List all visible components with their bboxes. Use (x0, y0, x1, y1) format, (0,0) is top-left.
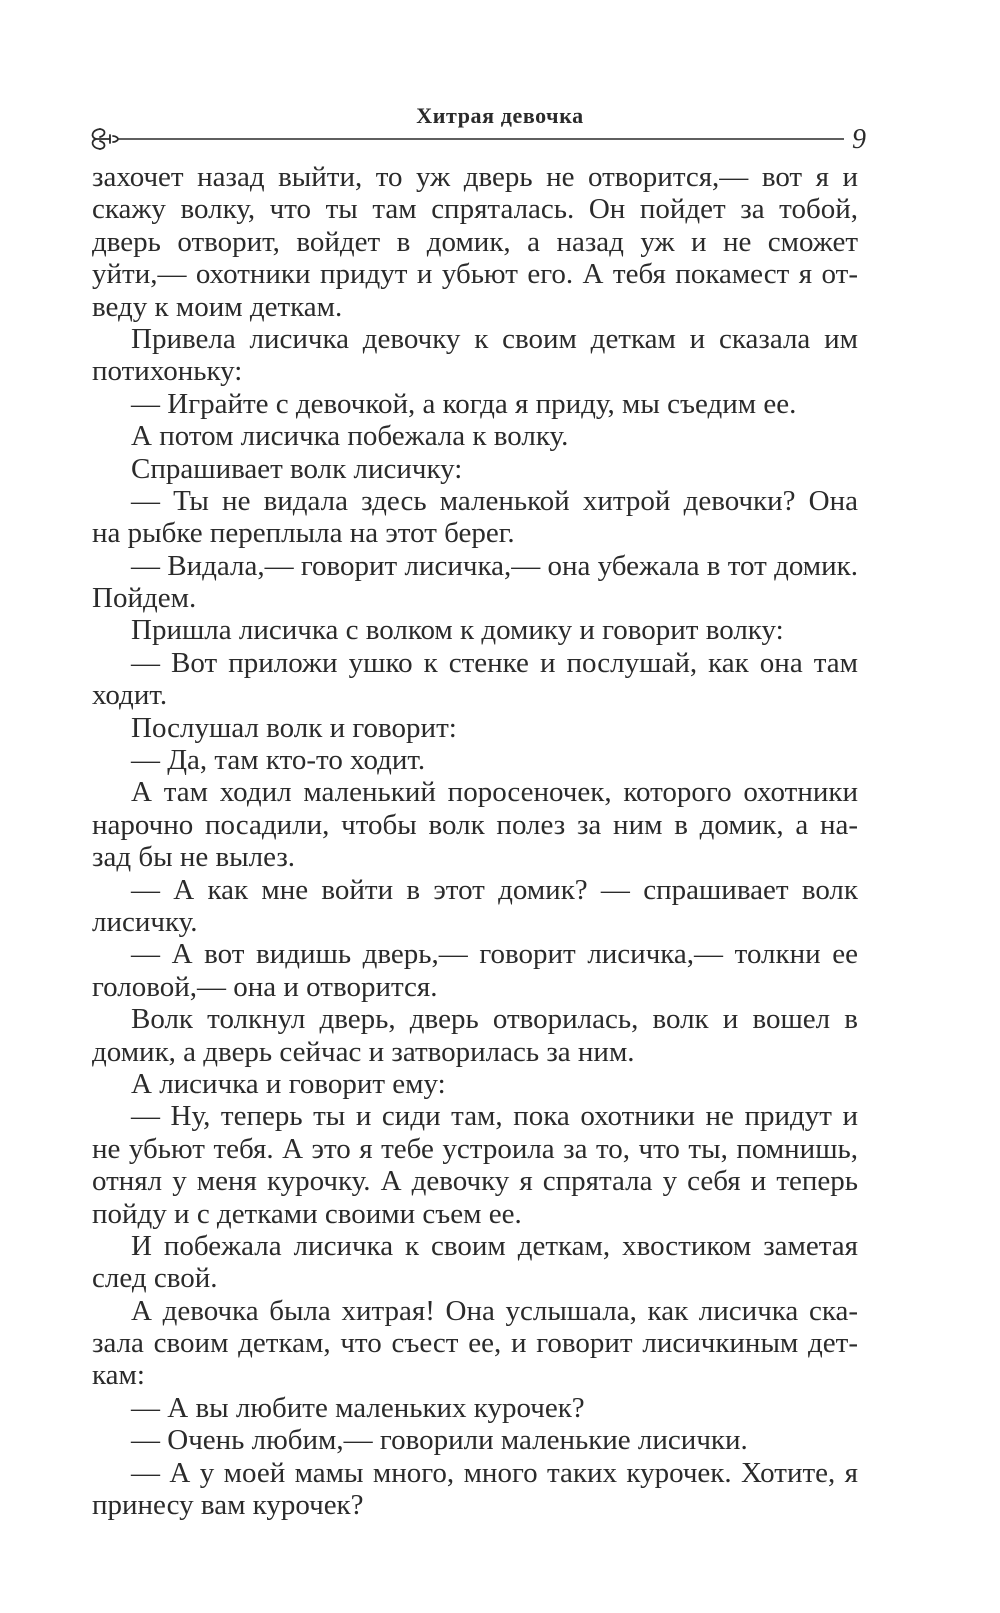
text-line: след свой. (92, 1262, 218, 1295)
text-line: А лисичка и говорит ему: (131, 1067, 446, 1100)
text-line: лисичку. (92, 905, 198, 938)
text-line: — Играйте с девочкой, а когда я приду, мы съедим ее. (131, 387, 797, 420)
text-line: А девочка была хитрая! Она услышала, как лисичка ска- (131, 1294, 858, 1327)
text-line: — Ты не видала здесь маленькой хитрой девочки? Она (131, 484, 858, 517)
text-line: зад бы не вылез. (92, 841, 296, 874)
text-line: веду к моим деткам. (92, 290, 343, 323)
text-line: — Да, там кто-то ходит. (131, 744, 426, 777)
text-line: кам: (92, 1359, 145, 1392)
text-line: Пришла лисичка с волком к домику и говорит волку: (131, 614, 784, 647)
text-line: отнял у меня курочку. А девочку я спрятала у себя и теперь (92, 1165, 858, 1198)
text-line: — Вот приложи ушко к стенке и послушай, как она там (131, 646, 858, 679)
text-line: И побежала лисичка к своим деткам, хвостиком заметая (131, 1229, 858, 1262)
text-line: ходит. (92, 679, 168, 712)
text-line: не убьют тебя. А это я тебе устроила за то, что ты, помнишь, (92, 1132, 858, 1165)
text-line: Пойдем. (92, 582, 197, 615)
body-text (92, 161, 858, 1521)
text-line: головой,— она и отворится. (92, 970, 438, 1003)
text-line: зала своим деткам, что съест ее, и говорит лисичкиным дет- (92, 1327, 858, 1360)
text-line: потихоньку: (92, 355, 243, 388)
text-line: Послушал волк и говорит: (131, 711, 457, 744)
scroll-flourish-icon (88, 125, 848, 153)
text-line: уйти,— охотники придут и убьют его. А тебя покамест я от- (92, 258, 858, 291)
text-line: дверь отворит, войдет в домик, а назад уж и не сможет (92, 225, 858, 258)
ornament-flourish (93, 129, 118, 149)
text-line: захочет назад выйти, то уж дверь не отворится,— вот я и (92, 161, 858, 193)
text-line: пойду и с детками своими съем ее. (92, 1197, 522, 1230)
text-line: скажу волку, что ты там спряталась. Он пойдет за тобой, (92, 193, 858, 226)
text-line: Волк толкнул дверь, дверь отворилась, волк и вошел в (131, 1003, 858, 1036)
text-line: — А у моей мамы много, много таких курочек. Хотите, я (131, 1456, 858, 1489)
text-line: — Ну, теперь ты и сиди там, пока охотники не придут и (131, 1100, 858, 1133)
text-line: — Очень любим,— говорили маленькие лисички. (131, 1424, 748, 1457)
text-line: нарочно посадили, чтобы волк полез за ним в домик, а на- (92, 808, 858, 841)
text-line: — А как мне войти в этот домик? — спрашивает волк (131, 873, 858, 906)
text-line: — Видала,— говорит лисичка,— она убежала в тот домик. (131, 549, 858, 582)
text-line: Спрашивает волк лисичку: (131, 452, 463, 485)
text-line: принесу вам курочек? (92, 1489, 364, 1522)
text-line: — А вот видишь дверь,— говорит лисичка,— толкни ее (131, 938, 858, 971)
running-header: Хитрая девочка (416, 103, 584, 128)
text-line: — А вы любите маленьких курочек? (131, 1391, 585, 1424)
text-line: на рыбке переплыла на этот берег. (92, 517, 515, 550)
text-line: А там ходил маленький поросеночек, которого охотники (131, 776, 858, 809)
text-line: домик, а дверь сейчас и затворилась за ним. (92, 1035, 635, 1068)
text-line: Привела лисичка девочку к своим деткам и сказала им (131, 322, 858, 355)
page-number: 9 (852, 124, 866, 155)
text-line: А потом лисичка побежала к волку. (131, 420, 569, 453)
